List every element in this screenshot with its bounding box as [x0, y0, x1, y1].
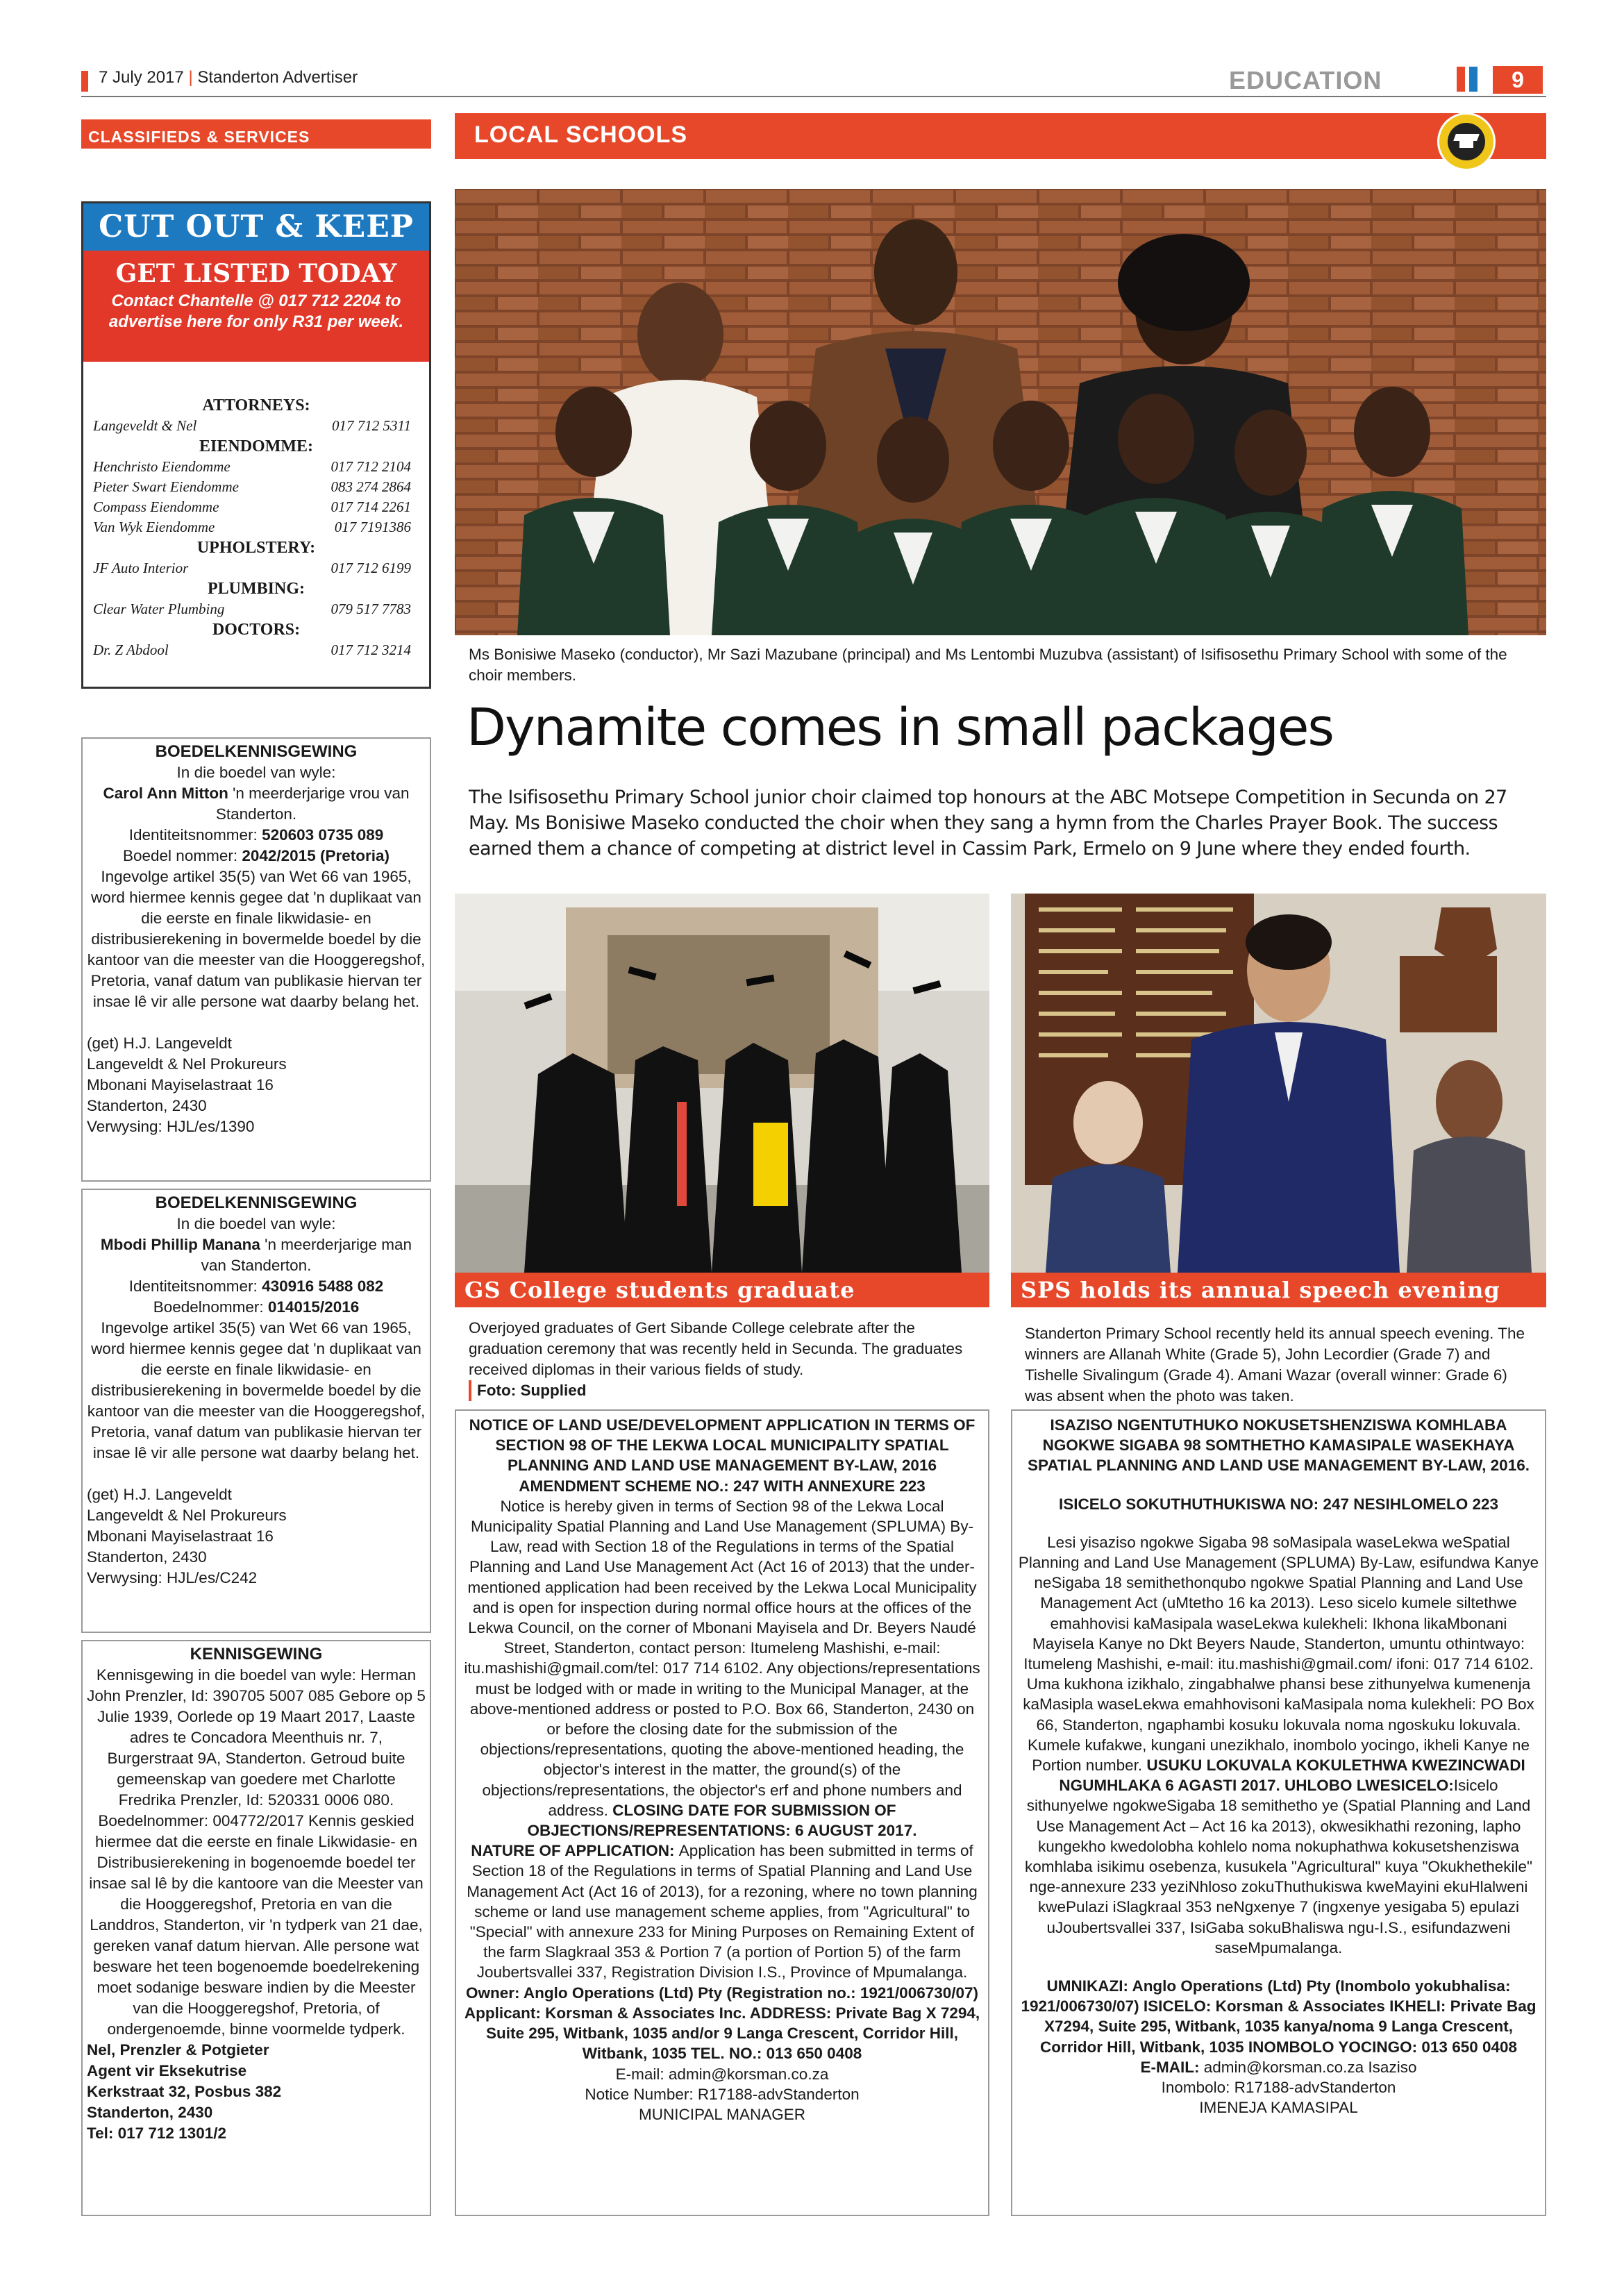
directory-entry [93, 599, 419, 619]
municipal-manager: MUNICIPAL MANAGER [638, 2105, 806, 2123]
speech-evening-photo [1011, 894, 1546, 1273]
article-intro: The Isifisosethu Primary School junior choir claimed top honours at the ABC Motsepe Competition in Secunda on 27 May. Ms Bonisiwe Maseko conducted the choir when they sang a hymn from the Charles Prayer Book. The success earned them a chance of competing at district level in Cassim Park, Ermelo on 9 June where they ended fourth. [469, 787, 1507, 860]
directory-entry-phone: 017 714 2261 [330, 498, 411, 515]
graduation-cap-icon [1437, 112, 1496, 171]
deceased-name: Carol Ann Mitton [103, 785, 228, 802]
land-notice-body: Notice is hereby given in terms of Section 98 of the Lekwa Local Municipality Spatial Planning and Land Use Management (SPLUMA) By-Law, read with Section 18 of the Regulations in terms of the Spatial Planning and Land Use Management Act (Act 16 of 2013) that the under-mentioned application had been received by the Lekwa Local Municipality and is open for inspection during normal office hours at the offices of the Lekwa Council, on the corner of Mbonani Mayisela and Dr. Beyers Naudé Street, Standerton, contact person: Itumeleng Mashishi, e-mail: itu.mashishi@gmail.com/tel: 017 714 6102. Any objections/representations must be lodged with or made in writing to the Municipal Manager, at the above-mentioned address or posted to P.O. Box 66, Standerton, 2430 on or before the closing date for the submission of the objections/representations, quoting the above-mentioned heading, the objector's interest in the matter, the ground(s) of the objections/representations, the objector's erf and phone numbers and address. CLOSING DATE FOR SUBMISSION OF OBJECTIONS/REPRESENTATIONS: 6 AUGUST 2017. [464, 1497, 980, 1840]
notice-title: BOEDELKENNISGEWING [155, 742, 358, 761]
estate-notice-manana [81, 1189, 431, 1633]
directory-category: PLUMBING: [208, 580, 305, 598]
directory-category: UPHOLSTERY: [196, 539, 316, 557]
land-notice-number: Inombolo: R17188-advStanderton [1161, 2079, 1396, 2097]
notice-id: Identiteitsnommer: 430916 5488 082 [128, 1277, 384, 1295]
directory-entry-name: Pieter Swart Eiendomme [93, 478, 239, 495]
kennisgewing-prenzler [81, 1640, 431, 2216]
gs-college-title: GS College students graduate [455, 1273, 989, 1307]
land-notice-number: Notice Number: R17188-advStanderton [585, 2085, 860, 2103]
closing-date: CLOSING DATE FOR SUBMISSION OF OBJECTIONS/REPRESENTATIONS: 6 AUGUST 2017. [527, 1801, 917, 1840]
deceased-name: Mbodi Phillip Manana [100, 1236, 260, 1253]
services-directory [93, 395, 419, 660]
header-publication: Standerton Advertiser [197, 68, 358, 87]
choir-photo [455, 189, 1546, 635]
municipal-manager: IMENEJA KAMASIPAL [1199, 2099, 1358, 2117]
directory-entry-name: Dr. Z Abdool [93, 642, 169, 658]
graduation-photo [455, 894, 989, 1273]
notice-body: Kennisgewing in die boedel van wyle: Herman John Prenzler, Id: 390705 5007 085 Gebore op 5 Julie 1939, Oorlede op 19 Maart 2017, Laaste adres te Concadora Meenthuis nr. 7, Burgerstraat 9A, Standerton. Getroud buite gemeenskap van goedere met Charlotte Fredrika Prenzler, Id: 520331 0006 080. Boedelnommer: 004772/2017 Kennis geskied hiermee dat die eerste en finale Likwidasie- en Distribusierekening in bogenoemde boedel ter insae sal lê by die kantoore van die Meester van die Hooggeregshof, Pretoria en van die Landdros, Standerton, vir 'n tydperk van 21 dae, gereken vanaf datum hiervan. Alle persone wat besware het teen bogenoemde boedelrekening moet sodanige besware indien by die Meester van die Hooggeregshof, Pretoria, of ondergenoemde, binne voormelde tydperk. [87, 1666, 426, 2038]
id-number: 520603 0735 089 [262, 826, 384, 844]
land-notice-body: Lesi yisaziso ngokwe Sigaba 98 soMasipala waseLekwa weSpatial Planning and Land Use Management (SPLUMA) By-Law, esifundwa Kanye neSigaba 18 semithethonqubo ngokwe Spatial Planning and Land Use Management Act (uMtetho 16 ka 2013). Leso sicelo kumele siltethwe emahhovisi kaMasipala waseLekwa kulekheli: Ikhona likaMbonani Mayisela Kanye no Dkt Beyers Naude, Standerton, umuntu othintwayo: Itumeleng Mashishi, e-mail: itu.mashishi@gmail.com/ ifoni: 017 714 6102. Uma kukhona izikhalo, zingabhalwe phansi bese zithunyelwa kumenenja kaMasipla waseLekwa emahhovisoni kaMasipala noma kulekheli: PO Box 66, Standerton, ngaphambi kosuku lokuvala noma ngoskuku lokuvala. Kumele kufakwe, kungani unezikhalo, inombolo yocingo, ikheli Kanye ne Portion number. USUKU LOKUVALA KOKULETHWA KWEZINCWADI NGUMHLAKA 6 AGASTI 2017. UHLOBO LWESICELO:Isicelo sithunyelwe ngokweSigaba 18 semithetho ye (Spatial Planning and Land Use Management Act – Act 16 ka 2013), okwesikhathi rezoning, lapho kungekho kwedolobha kohlelo noma nokuphathwa kokusetshenziswa komhlaba isikimu osebenza, kusukela "Agricultural" kuya "Okukhethekile" nge-annexure 233 yeziNhloso zokuThuthukiswa kweMayini ekuHlalweni kwePulazi iSlagkraal 353 neNgxenye 7 (ingxenye yesigaba 5) epulazi uJoubertsvallei 337, IsiGaba sokuBhaliswa ngu-I.S., esifundazweni saseMpumalanga. [1018, 1533, 1539, 1956]
notice-intro: In die boedel van wyle: [176, 1215, 336, 1232]
notice-signoff: (get) H.J. Langeveldt Langeveldt & Nel Prokureurs Mbonani Mayiselastraat 16 Standerton, 2430 Verwysing: HJL/es/1390 [87, 1034, 287, 1135]
local-schools-label: LOCAL SCHOOLS [474, 121, 688, 148]
sps-title: SPS holds its annual speech evening [1011, 1273, 1546, 1307]
deceased-desc: 'n meerderjarige man van Standerton. [201, 1236, 412, 1274]
notice-body: Ingevolge artikel 35(5) van Wet 66 van 1965, word hiermee kennis gegee dat 'n duplikaat van die eerste en finale likwidasie- en distribusierekening in bovermelde boedel by die kantoor van die meester van die Hooggeregshof, Pretoria, vanaf datum van publikasie hiervan ter insae lê vir alle persone wat daarby belang het. [87, 1319, 426, 1461]
estate-number: 2042/2015 (Pretoria) [242, 847, 390, 864]
gs-college-caption [469, 1318, 982, 1401]
local-schools-banner [455, 113, 1546, 159]
nature-of-application: NATURE OF APPLICATION: Application has been submitted in terms of Section 18 of the Regulations in terms of Spatial Planning and Land Use Management Act (Act 16 of 2013), for a rezoning, where no town planning scheme or land use management scheme applies, from "Agricultural" to "Special" with annexure 233 for Mining Purposes on Remaining Extent of the farm Slagkraal 353 & Portion 7 (a portion of Portion 5) of the farm Joubertsvallei 337, Registration Division I.S., Province of Mpumalanga. [467, 1842, 978, 1981]
directory-entry-phone: 017 712 3214 [330, 642, 411, 658]
notice-signoff: (get) H.J. Langeveldt Langeveldt & Nel Prokureurs Mbonani Mayiselastraat 16 Standerton, 2430 Verwysing: HJL/es/C242 [87, 1486, 287, 1586]
directory-entry-name: JF Auto Interior [93, 560, 189, 576]
section-title: EDUCATION [1229, 66, 1382, 94]
cut-out-keep-title: CUT OUT & KEEP [83, 203, 429, 251]
directory-entry [93, 640, 419, 660]
land-notice-title: ISAZISO NGENTUTHUKO NOKUSETSHENZISWA KOMHLABA NGOKWE SIGABA 98 SOMTHETHO KAMASIPALE WASEKHAYA SPATIAL PLANNING AND LAND USE MANAGEMENT BY-LAW, 2016. [1028, 1416, 1530, 1475]
notice-deceased [87, 783, 426, 825]
cut-out-keep-box [81, 201, 431, 689]
estate-notice-mitton [81, 737, 431, 1182]
owner-applicant: UMNIKAZI: Anglo Operations (Ltd) Pty (Inombolo yokubhalisa: 1921/006730/07) ISICELO: Korsman & Associates IKHELI: Private Bag X7294, Suite 295, Witbank, 1035 kanya/noma 9 Langa Crescent, Corridor Hill, Witbank, 1035 INOMBOLO YOCINGO: 013 650 0408 [1021, 1977, 1537, 2056]
isicelo-number: ISICELO SOKUTHUTHUKISWA NO: 247 NESIHLOMELO 223 [1059, 1495, 1498, 1513]
get-listed-title: GET LISTED TODAY [115, 259, 397, 288]
directory-category: DOCTORS: [212, 621, 301, 639]
directory-entry [93, 497, 419, 517]
directory-entry-phone: 017 7191386 [334, 519, 411, 535]
id-number: 430916 5488 082 [262, 1277, 384, 1295]
directory-entry [93, 558, 419, 578]
directory-category: EIENDOMME: [199, 437, 313, 455]
notice-body: Ingevolge artikel 35(5) van Wet 66 van 1965, word hiermee kennis gegee dat 'n duplikaat van die eerste en finale likwidasie- en distribusierekening in bovermelde boedel by die kantoor van die meester van die Hooggeregshof, Pretoria, vanaf datum van publikasie hiervan ter insae lê vir alle persone wat daarby belang het. [87, 868, 426, 1010]
land-use-notice-zulu [1011, 1409, 1546, 2216]
header-dateline [99, 68, 358, 87]
photo-credit: Foto: Supplied [469, 1380, 982, 1401]
get-listed-panel [83, 251, 429, 362]
notice-estate: Boedelnommer: 014015/2016 [153, 1298, 360, 1316]
deceased-desc: 'n meerderjarige vrou van Standerton. [215, 785, 410, 823]
notice-estate: Boedel nommer: 2042/2015 (Pretoria) [123, 847, 390, 864]
header-separator: | [188, 68, 198, 87]
get-listed-contact: Contact Chantelle @ 017 712 2204 to advertise here for only R31 per week. [108, 292, 404, 331]
land-notice-email: E-MAIL: admin@korsman.co.za Isaziso [1140, 2058, 1417, 2076]
section-color-blocks [1457, 67, 1482, 95]
owner-applicant: Owner: Anglo Operations (Ltd) Pty (Registration no.: 1921/006730/07) Applicant: Korsman & Associates Inc. ADDRESS: Private Bag X 7294, Suite 295, Witbank, 1035 and/or 9 Langa Crescent, Corridor Hill, Witbank, 1035 TEL. NO.: 013 650 0408 [464, 1984, 980, 2063]
notice-id: Identiteitsnommer: 520603 0735 089 [128, 826, 384, 844]
directory-entry [93, 477, 419, 497]
choir-photo-caption: Ms Bonisiwe Maseko (conductor), Mr Sazi Mazubane (principal) and Ms Lentombi Muzubva (assistant) of Isifisosethu Primary School with some of the choir members. [469, 646, 1507, 684]
directory-entry-phone: 017 712 6199 [330, 560, 411, 576]
directory-entry-name: Clear Water Plumbing [93, 601, 225, 617]
estate-number: 014015/2016 [267, 1298, 360, 1316]
article-headline: Dynamite comes in small packages [467, 698, 1333, 757]
gs-caption-text: Overjoyed graduates of Gert Sibande College celebrate after the graduation ceremony that was recently held in Secunda. The graduates received diplomas in their various fields of study. [469, 1319, 963, 1378]
notice-deceased [87, 1234, 426, 1276]
notice-title: BOEDELKENNISGEWING [155, 1193, 358, 1212]
directory-entry-phone: 017 712 5311 [332, 417, 411, 434]
directory-entry [93, 517, 419, 537]
land-notice-title: NOTICE OF LAND USE/DEVELOPMENT APPLICATION IN TERMS OF SECTION 98 OF THE LEKWA LOCAL MUNICIPALITY SPATIAL PLANNING AND LAND USE MANAGEMENT BY-LAW, 2016 [469, 1416, 976, 1475]
sps-caption: Standerton Primary School recently held its annual speech evening. The winners are Allanah White (Grade 5), John Lecordier (Grade 7) and Tishelle Sivalingum (Grade 4). Amani Wazar (overall winner: Grade 6) was absent when the photo was taken. [1025, 1325, 1525, 1405]
land-notice-email: E-mail: admin@korsman.co.za [615, 2065, 829, 2083]
directory-entry-phone: 079 517 7783 [330, 601, 411, 617]
amendment-scheme: AMENDMENT SCHEME NO.: 247 WITH ANNEXURE 223 [519, 1477, 926, 1495]
directory-entry-name: Van Wyk Eiendomme [93, 519, 215, 535]
header-rule [81, 96, 1546, 97]
notice-title: KENNISGEWING [190, 1645, 323, 1664]
land-use-notice-english [455, 1409, 989, 2216]
directory-entry-name: Langeveldt & Nel [93, 417, 197, 434]
header-date: 7 July 2017 [99, 68, 184, 87]
notice-intro: In die boedel van wyle: [176, 764, 336, 781]
directory-category: ATTORNEYS: [202, 396, 310, 414]
directory-entry [93, 416, 419, 436]
header-accent-bar [81, 71, 88, 92]
directory-entry-name: Henchristo Eiendomme [93, 458, 231, 475]
directory-entry-phone: 083 274 2864 [330, 478, 411, 495]
page-number: 9 [1493, 66, 1543, 94]
directory-entry-phone: 017 712 2104 [330, 458, 411, 475]
directory-entry [93, 457, 419, 477]
notice-signoff: Nel, Prenzler & Potgieter Agent vir Eksekutrise Kerkstraat 32, Posbus 382 Standerton, 2430 Tel: 017 712 1301/2 [87, 2041, 282, 2142]
directory-entry-name: Compass Eiendomme [93, 498, 219, 515]
closing-date: USUKU LOKUVALA KOKULETHWA KWEZINCWADI NGUMHLAKA 6 AGASTI 2017. UHLOBO LWESICELO: [1059, 1757, 1525, 1795]
classifieds-heading: CLASSIFIEDS & SERVICES [81, 119, 431, 149]
